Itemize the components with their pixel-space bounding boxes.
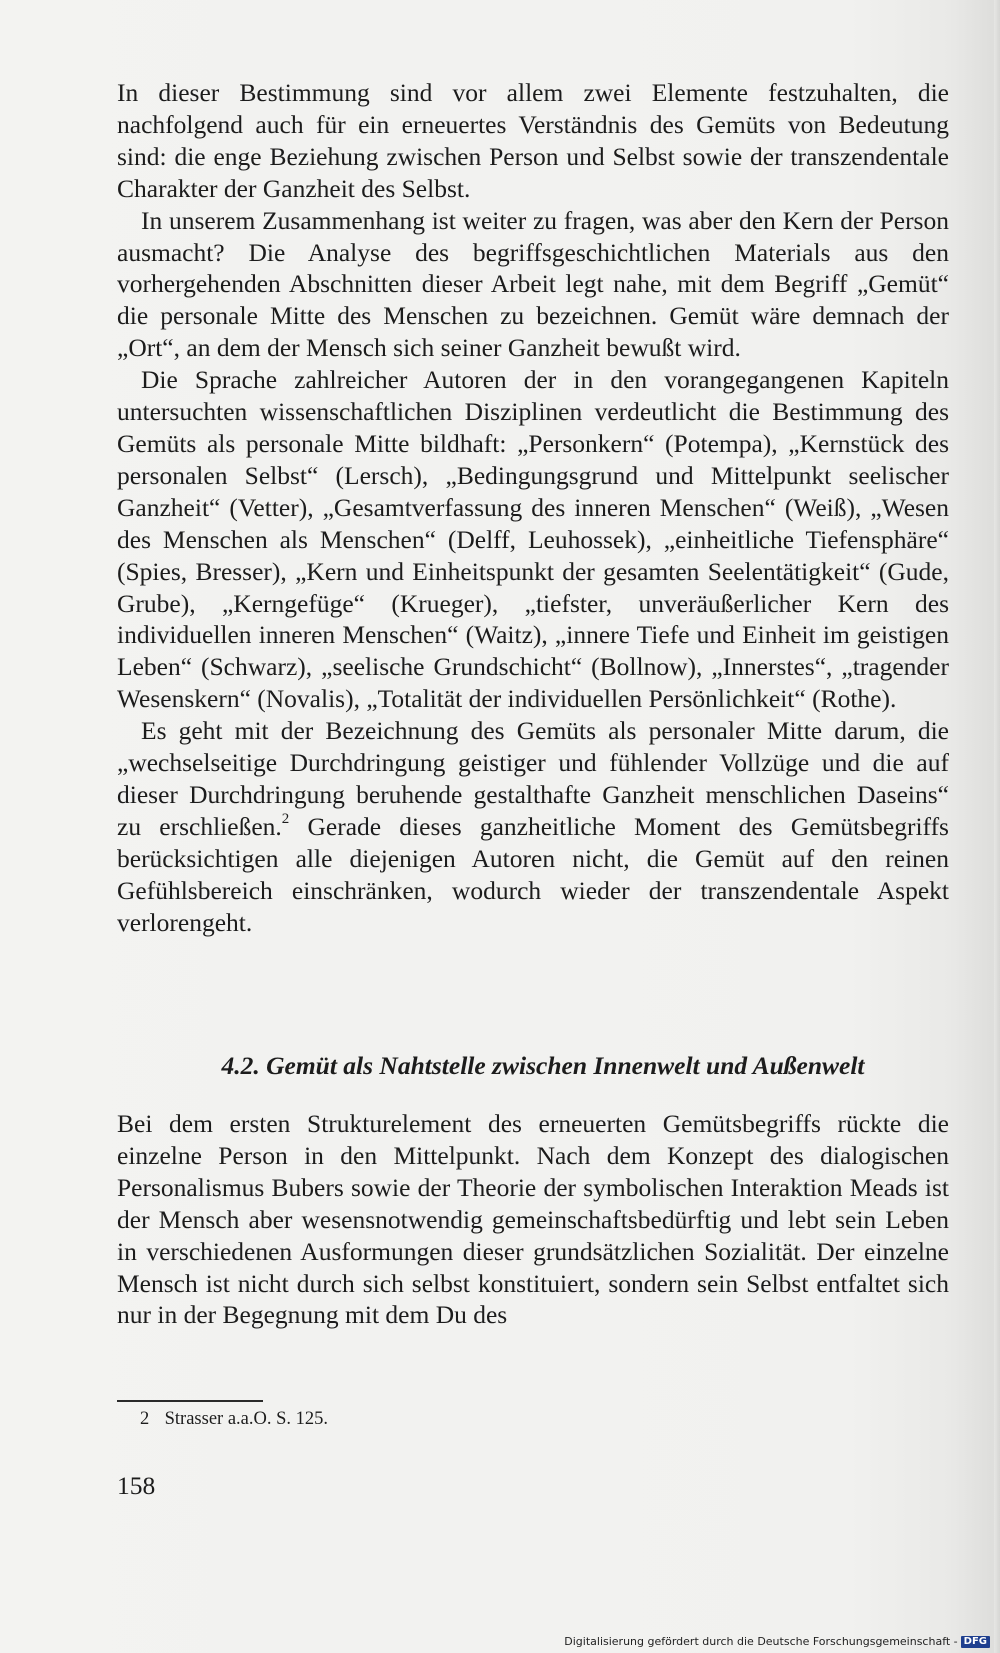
paragraph-3: Die Sprache zahlreicher Autoren der in den vorangegangenen Kapiteln untersuchten wissenschaftlichen Disziplinen verdeutlicht die Bestimmung des Gemüts als personale Mitte bildhaft: „Personkern“ (Potempa), „Kernstück des personalen Selbst“ (Lersch), „Bedingungsgrund und Mittelpunkt seelischer Ganzheit“ (Vetter), „Gesamtverfassung des inneren Menschen“ (Weiß), „Wesen des Menschen als Menschen“ (Delff, Leuhossek), „einheitliche Tiefensphäre“ (Spies, Bresser), „Kern und Einheitspunkt der gesamten Seelentätigkeit“ (Gude, Grube), „Kerngefüge“ (Krueger), „tiefster, unveräußerlicher Kern des individuellen inneren Menschen“ (Waitz), „innere Tiefe und Einheit im geistigen Leben“ (Schwarz), „seelische Grundschicht“ (Bollnow), „Innerstes“, „tragender Wesenskern“ (Novalis), „Totalität der individuellen Persönlichkeit“ (Rothe). bbox=[117, 365, 949, 714]
footnote-text: Strasser a.a.O. S. 125. bbox=[164, 1409, 329, 1429]
page-edge-shadow bbox=[994, 0, 1000, 1653]
paragraph-5: Bei dem ersten Strukturelement des erneuerten Gemütsbegriffs rückte die einzelne Person in den Mittelpunkt. Nach dem Konzept des dialogischen Personalismus Bubers sowie der Theorie der symbolischen Interaktion Meads ist der Mensch aber wesensnotwendig gemeinschaftsbedürftig und lebt sein Leben in verschiedenen Ausformungen dieser grundsätzlichen Sozialität. Der einzelne Mensch ist nicht durch sich selbst konstituiert, sondern sein Selbst entfaltet sich nur in der Begegnung mit dem Du des bbox=[117, 1109, 949, 1330]
digitization-notice-text: Digitalisierung gefördert durch die Deutsche Forschungsgemeinschaft - bbox=[564, 1635, 958, 1648]
digitization-notice bbox=[564, 1635, 990, 1649]
paragraph-1: In dieser Bestimmung sind vor allem zwei Elemente festzuhalten, die nachfolgend auch für ein erneuertes Verständnis des Gemüts von Bedeutung sind: die enge Beziehung zwischen Person und Selbst sowie der transzendentale Charakter der Ganzheit des Selbst. bbox=[117, 78, 949, 203]
footnote-reference: 2 bbox=[281, 811, 290, 828]
footnote-number: 2 bbox=[140, 1409, 150, 1429]
body-text-top bbox=[117, 77, 949, 938]
dfg-logo-icon: DFG bbox=[961, 1636, 990, 1648]
footnote bbox=[140, 1407, 328, 1431]
footnote-divider bbox=[117, 1400, 263, 1402]
page-number: 158 bbox=[117, 1471, 156, 1500]
paragraph-2: In unserem Zusammenhang ist weiter zu fragen, was aber den Kern der Person ausmacht? Die Analyse des begriffsgeschichtlichen Materials aus den vorhergehenden Abschnitten dieser Arbeit legt nahe, mit dem Begriff „Gemüt“ die personale Mitte des Menschen zu bezeichnen. Gemüt wäre demnach der „Ort“, an dem der Mensch sich seiner Ganzheit bewußt wird. bbox=[117, 205, 949, 363]
paragraph-4-before-note: Es geht mit der Bezeichnung des Gemüts als personaler Mitte darum, die „wechselseitige Durchdringung geistiger und fühlender Vollzüge und die auf dieser Durchdringung beruhende gestalthafte Ganzheit menschlichen Daseins“ zu erschließen. bbox=[117, 716, 949, 841]
paragraph-4 bbox=[117, 715, 949, 938]
paragraph-4-after-note: Gerade dieses ganzheitliche Moment des Gemütsbegriffs berücksichtigen alle diejenigen Autoren nicht, die Gemüt auf den reinen Gefühlsbereich einschränken, wodurch wieder der transzendentale Aspekt verlorengeht. bbox=[117, 811, 949, 937]
section-heading: 4.2. Gemüt als Nahtstelle zwischen Innenwelt und Außenwelt bbox=[221, 1051, 865, 1080]
body-text-bottom bbox=[117, 1108, 949, 1331]
